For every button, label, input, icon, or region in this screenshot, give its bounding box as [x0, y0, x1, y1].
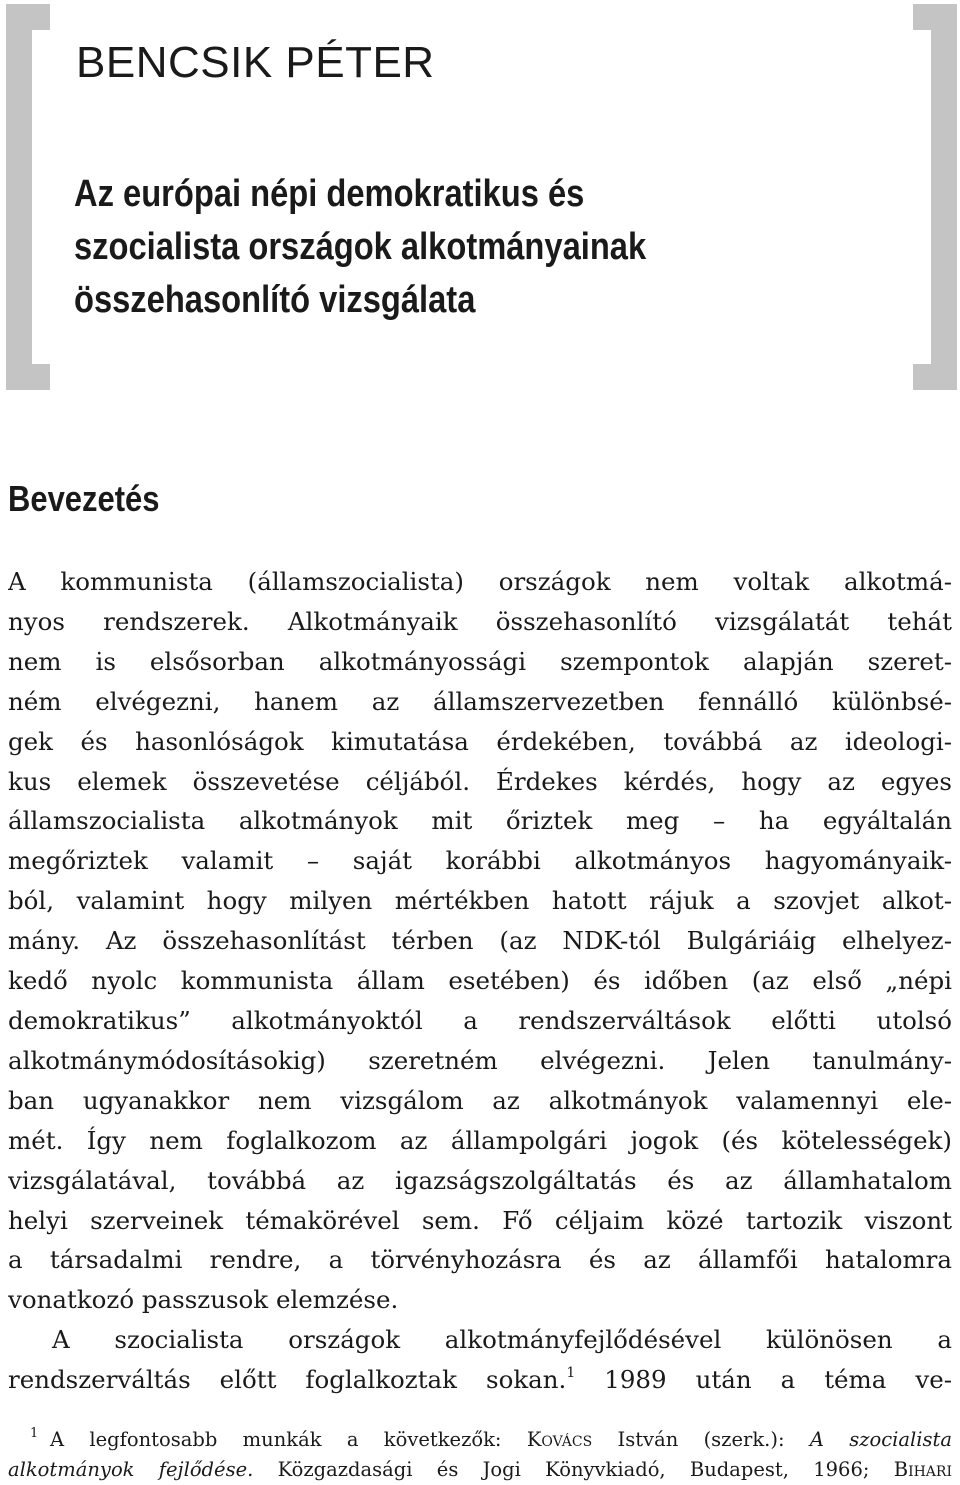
footnote-reference[interactable]: 1	[566, 1365, 576, 1382]
body-line: mét. Így nem foglalkozom az állampolgári jogok (és kötelességek)	[8, 1125, 952, 1155]
body-text-segment: rendszerváltás előtt foglalkoztak sokan.	[8, 1365, 567, 1395]
footnote-text: István (szerk.):	[592, 1428, 810, 1451]
title-line: Az európai népi demokratikus és	[74, 173, 585, 215]
title-line: összehasonlító vizsgálata	[74, 279, 476, 321]
footnote-work-title: A szocialista	[809, 1428, 952, 1451]
body-line-with-footnote-ref	[8, 1360, 952, 1400]
body-line: a társadalmi rendre, a törvényhozásra és az államfői hatalomra	[8, 1245, 952, 1275]
footnote-author: Bihari	[893, 1458, 952, 1481]
footnote-line	[8, 1455, 952, 1485]
body-line: megőriztek valamit – saját korábbi alkotmányos hagyományaik-	[8, 846, 952, 876]
body-line: helyi szerveinek témakörével sem. Fő céljaim közé tartozik viszont	[8, 1205, 952, 1235]
footnote-text: A legfontosabb munkák a következők:	[50, 1428, 527, 1451]
body-line: kus elemek összevetése céljából. Érdekes kérdés, hogy az egyes	[8, 766, 952, 796]
body-line: ból, valamint hogy milyen mértékben hatott rájuk a szovjet alkot-	[8, 886, 952, 916]
section-heading: Bevezetés	[8, 478, 160, 519]
body-line: vizsgálatával, továbbá az igazságszolgáltatás és az államhatalom	[8, 1165, 952, 1195]
body-line: nyos rendszerek. Alkotmányaik összehasonlító vizsgálatát tehát	[8, 606, 952, 636]
body-line: államszocialista alkotmányok mit őriztek meg – ha egyáltalán	[8, 806, 952, 836]
left-bracket-decoration	[6, 4, 50, 390]
right-bracket-decoration	[913, 4, 957, 390]
body-line: kedő nyolc kommunista állam esetében) és időben (az első „népi	[8, 966, 952, 996]
body-line: demokratikus” alkotmányoktól a rendszerváltások előtti utolsó	[8, 1005, 952, 1035]
article-title	[74, 168, 779, 327]
footnote-line	[8, 1425, 952, 1455]
footnote	[8, 1425, 952, 1485]
body-line: ném elvégezni, hanem az államszervezetben fennálló különbsé-	[8, 686, 952, 716]
body-line: vonatkozó passzusok elemzése.	[8, 1285, 399, 1315]
footnote-number: 1	[30, 1426, 39, 1441]
body-line: alkotmánymódosításokig) szeretném elvégezni. Jelen tanulmány-	[8, 1045, 952, 1075]
footnote-text: Közgazdasági és Jogi Könyvkiadó, Budapest, 1966;	[253, 1458, 894, 1481]
body-line: A kommunista (államszocialista) országok nem voltak alkotmá-	[8, 567, 952, 596]
body-line: nem is elsősorban alkotmányossági szempontok alapján szeret-	[8, 646, 952, 676]
body-line: A szocialista országok alkotmányfejlődésével különösen a	[52, 1325, 952, 1355]
body-line: gek és hasonlóságok kimutatása érdekében, továbbá az ideologi-	[8, 726, 952, 756]
body-text-segment: 1989 után a téma ve-	[575, 1365, 952, 1395]
body-line: ban ugyanakkor nem vizsgálom az alkotmányok valamennyi ele-	[8, 1085, 952, 1115]
author-name: BENCSIK PÉTER	[76, 38, 435, 87]
body-line: mány. Az összehasonlítást térben (az NDK-tól Bulgáriáig elhelyez-	[8, 926, 952, 956]
title-line: szocialista országok alkotmányainak	[74, 226, 647, 268]
footnote-work-title: alkotmányok fejlődése.	[8, 1458, 254, 1481]
footnote-author: Kovács	[526, 1428, 593, 1451]
body-paragraphs	[8, 562, 952, 1400]
